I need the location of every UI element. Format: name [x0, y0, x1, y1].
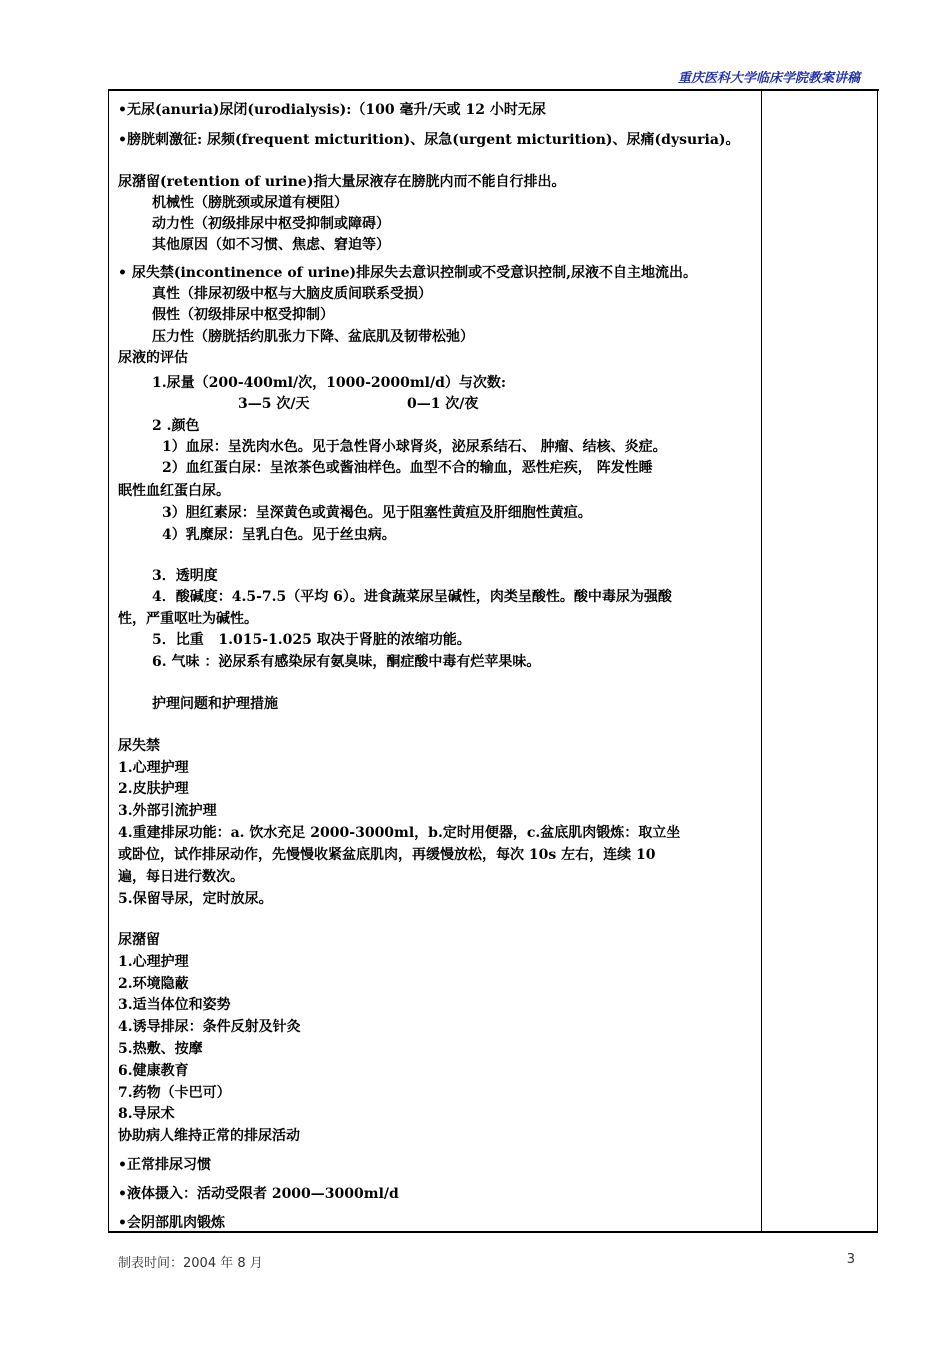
- text-line: •无尿(anuria)尿闭(urodialysis):（100 毫升/天或 12 小时无尿: [118, 102, 546, 118]
- text-line: 6.健康教育: [118, 1063, 189, 1079]
- text-line: 1）血尿：呈洗肉水色。见于急性肾小球肾炎，泌尿系结石、 肿瘤、结核、炎症。: [162, 439, 667, 455]
- text-line: 2.环境隐蔽: [118, 976, 189, 992]
- text-line: 压力性（膀胱括约肌张力下降、盆底肌及韧带松弛）: [152, 329, 474, 345]
- text-line: 1.心理护理: [118, 760, 189, 776]
- text-line: •正常排尿习惯: [118, 1157, 211, 1173]
- text-line: 尿潴留: [118, 932, 160, 948]
- text-line: 7.药物（卡巴可）: [118, 1085, 231, 1101]
- text-line: 尿失禁: [118, 738, 160, 754]
- page-number: 3: [846, 1252, 855, 1267]
- text-line: 2）血红蛋白尿：呈浓茶色或酱油样色。血型不合的输血，恶性疟疾， 阵发性睡: [162, 460, 653, 476]
- text-line: 性，严重呕吐为碱性。: [118, 611, 258, 627]
- footer-date: 制表时间：2004 年 8 月: [118, 1256, 263, 1271]
- text-line: •液体摄入：活动受限者 2000—3000ml/d: [118, 1186, 399, 1202]
- text-line: 2 .颜色: [152, 418, 200, 434]
- text-line: 尿潴留(retention of urine)指大量尿液存在膀胱内而不能自行排出。: [118, 174, 566, 190]
- column-divider: [761, 91, 762, 1233]
- text-line: 动力性（初级排尿中枢受抑制或障碍）: [152, 216, 390, 232]
- text-line: 协助病人维持正常的排尿活动: [118, 1128, 300, 1144]
- text-line: 4．酸碱度：4.5-7.5（平均 6）。进食蔬菜尿呈碱性，肉类呈酸性。酸中毒尿为强酸: [152, 589, 672, 605]
- text-line: 5.热敷、按摩: [118, 1041, 203, 1057]
- text-line: 眠性血红蛋白尿。: [118, 483, 230, 499]
- text-line: 遍，每日进行数次。: [118, 869, 244, 885]
- text-line: 5．比重 1.015-1.025 取决于肾脏的浓缩功能。: [152, 632, 471, 648]
- text-line: •膀胱刺激征: 尿频(frequent micturition)、尿急(urgent micturition)、尿痛(dysuria)。: [118, 132, 740, 148]
- text-line: 或卧位，试作排尿动作，先慢慢收紧盆底肌肉，再缓慢放松，每次 10s 左右，连续 10: [118, 847, 656, 863]
- text-line: 其他原因（如不习惯、焦虑、窘迫等）: [152, 237, 390, 253]
- text-line: 1.心理护理: [118, 954, 189, 970]
- text-line: 尿液的评估: [118, 350, 188, 366]
- document-header: 重庆医科大学临床学院教案讲稿: [677, 71, 860, 86]
- text-line: 6. 气味 ：泌尿系有感染尿有氨臭味，酮症酸中毒有烂苹果味。: [152, 654, 541, 670]
- text-line: •会阴部肌肉锻炼: [118, 1215, 225, 1231]
- text-line: 2.皮肤护理: [118, 781, 189, 797]
- text-line: 4）乳糜尿：呈乳白色。见于丝虫病。: [162, 527, 396, 543]
- text-line: 3）胆红素尿：呈深黄色或黄褐色。见于阻塞性黄疸及肝细胞性黄疸。: [162, 505, 592, 521]
- text-line: 3．透明度: [152, 568, 218, 584]
- text-line: 真性（排尿初级中枢与大脑皮质间联系受损）: [152, 286, 432, 302]
- text-line: 机械性（膀胱颈或尿道有梗阻）: [152, 195, 348, 211]
- text-line: 3—5 次/天 0—1 次/夜: [238, 396, 479, 412]
- text-line: • 尿失禁(incontinence of urine)排尿失去意识控制或不受意识控制,尿液不自主地流出。: [118, 265, 698, 281]
- text-line: 4.重建排尿功能：a. 饮水充足 2000-3000ml，b.定时用便器，c.盆底肌肉锻炼：取立坐: [118, 825, 681, 841]
- text-line: 8.导尿术: [118, 1106, 175, 1122]
- text-line: 3.外部引流护理: [118, 803, 217, 819]
- text-line: 1.尿量（200-400ml/次，1000-2000ml/d）与次数:: [152, 375, 507, 391]
- text-line: 3.适当体位和姿势: [118, 997, 231, 1013]
- text-line: 5.保留导尿，定时放尿。: [118, 891, 273, 907]
- text-line: 4.诱导排尿：条件反射及针灸: [118, 1019, 301, 1035]
- text-line: 假性（初级排尿中枢受抑制）: [152, 307, 334, 323]
- section-heading: 护理问题和护理措施: [152, 696, 278, 712]
